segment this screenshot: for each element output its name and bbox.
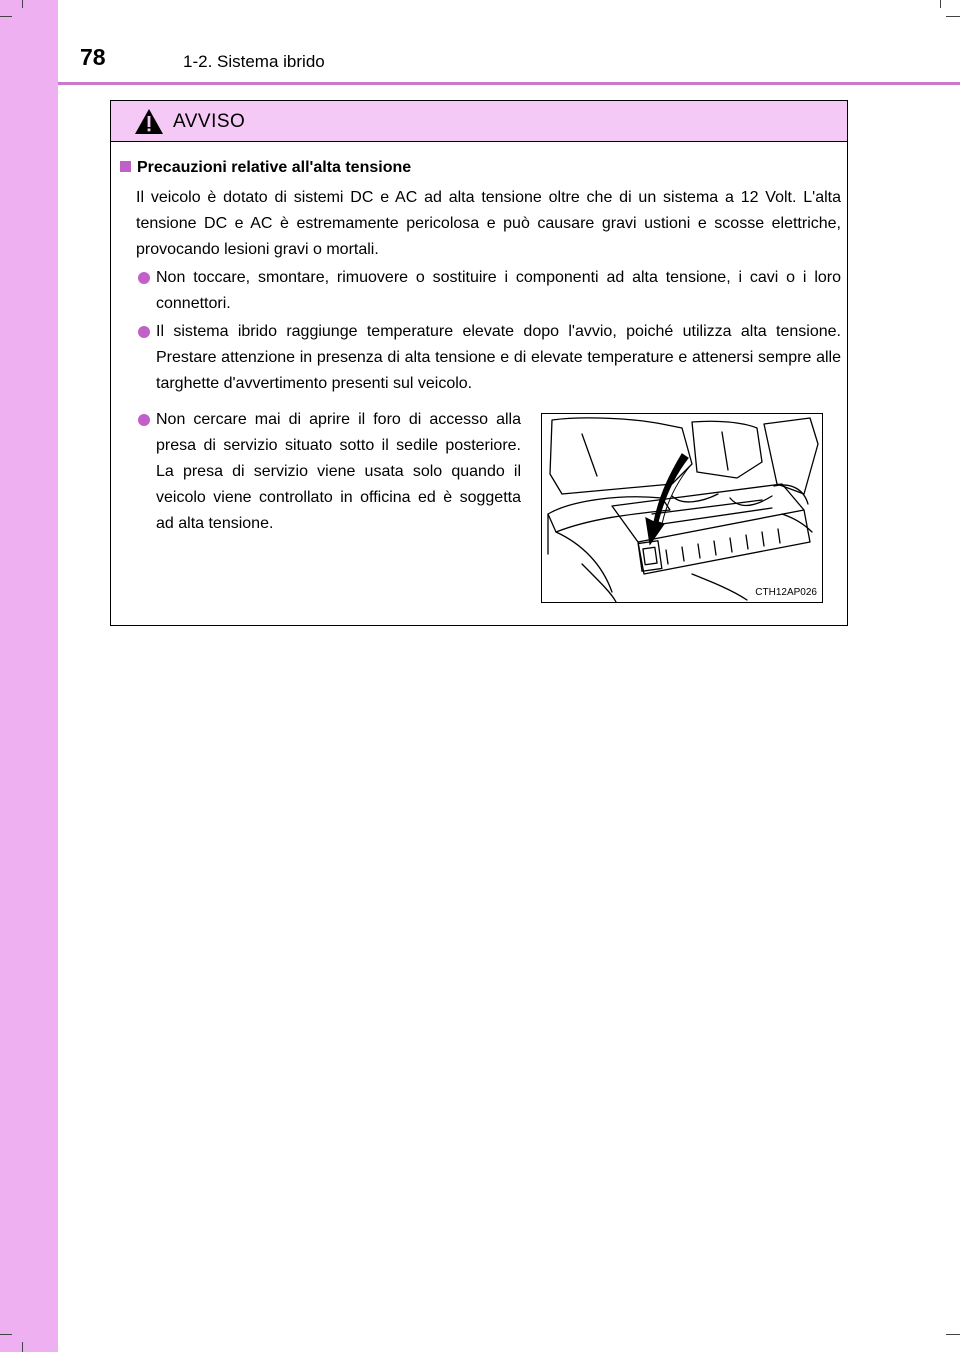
warning-box xyxy=(110,100,848,626)
intro-paragraph: Il veicolo è dotato di sistemi DC e AC ad alta tensione oltre che di un sistema a 12 Volt. L'alta tensione DC e AC è estremamente pericolosa e può causare gravi ustioni e scosse elettriche, provocando lesioni gravi o mortali. xyxy=(136,189,841,258)
round-bullet-icon xyxy=(138,326,150,338)
crop-mark xyxy=(940,0,941,8)
header-rule xyxy=(58,82,960,85)
bullet-text: Il sistema ibrido raggiunge temperature elevate dopo l'avvio, poiché utilizza alta tensione. Prestare attenzione in presenza di alta tensione e di elevate temperature e attenersi sempre alle targhette d'avvertimento presenti sul veicolo. xyxy=(156,323,841,392)
warning-triangle-icon xyxy=(134,108,164,135)
bullet-item xyxy=(136,319,841,397)
crop-mark xyxy=(946,16,960,17)
crop-mark xyxy=(0,1334,12,1335)
rear-seat-illustration xyxy=(542,414,822,602)
warning-title: AVVISO xyxy=(173,111,246,132)
crop-mark xyxy=(0,16,12,17)
bullet-item xyxy=(136,265,841,317)
figure-code: CTH12AP026 xyxy=(755,587,817,598)
service-plug-illustration xyxy=(541,413,823,603)
bullet-text: Non toccare, smontare, rimuovere o sostituire i componenti ad alta tensione, i cavi o i loro connettori. xyxy=(156,269,841,312)
warning-header xyxy=(111,101,847,142)
section-title: 1-2. Sistema ibrido xyxy=(183,52,325,71)
block-title-text: Precauzioni relative all'alta tensione xyxy=(137,159,412,176)
round-bullet-icon xyxy=(138,414,150,426)
square-bullet-icon xyxy=(120,161,131,172)
crop-mark xyxy=(22,1342,23,1352)
bullet-item xyxy=(136,407,521,537)
page-number: 78 xyxy=(80,44,106,70)
round-bullet-icon xyxy=(138,272,150,284)
block-title xyxy=(120,159,411,177)
crop-mark xyxy=(22,0,23,8)
crop-mark xyxy=(946,1334,960,1335)
bullet-text: Non cercare mai di aprire il foro di accesso alla presa di servizio situato sotto il sedile posteriore. La presa di servizio viene usata solo quando il veicolo viene controllato in officina ed è soggetta ad alta tensione. xyxy=(156,411,521,532)
sidebar-tab xyxy=(0,0,58,1352)
